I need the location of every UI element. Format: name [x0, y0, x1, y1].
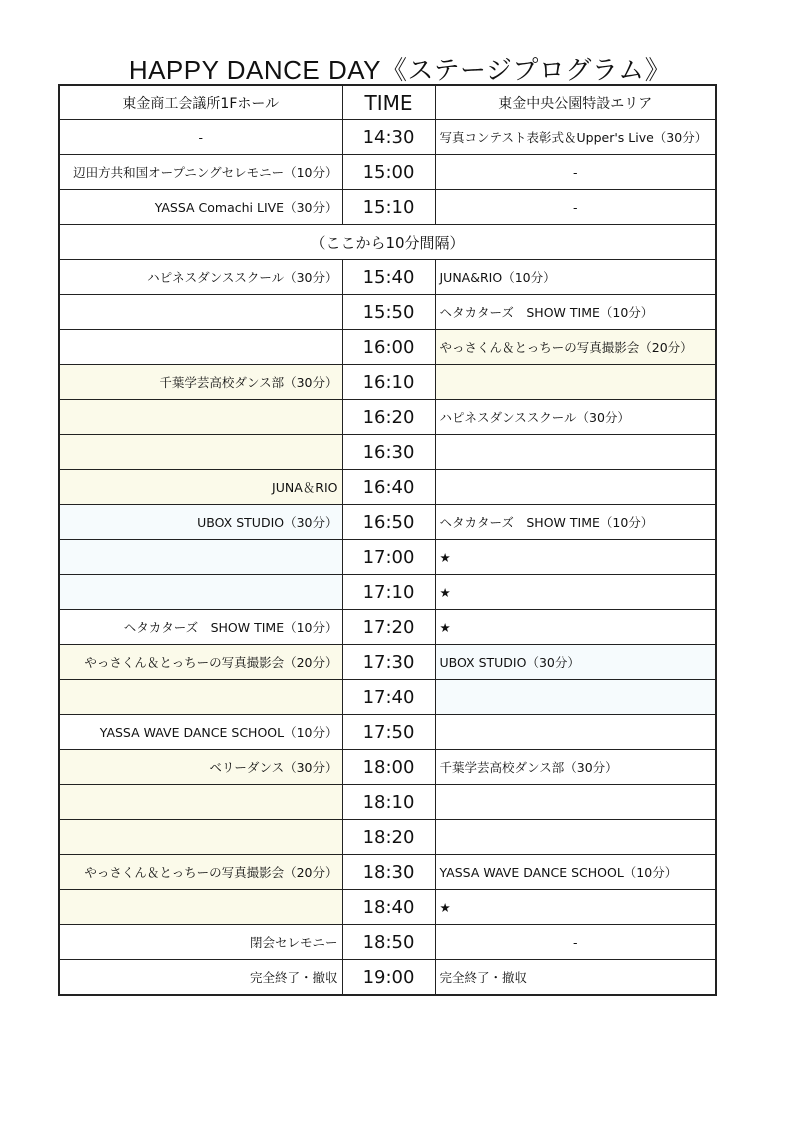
- schedule-row: [59, 400, 716, 435]
- left-venue-cell: -: [59, 120, 342, 155]
- interval-note: （ここから10分間隔）: [59, 225, 716, 260]
- time-cell: 18:10: [342, 785, 435, 820]
- right-venue-cell: -: [435, 155, 716, 190]
- schedule-row: [59, 540, 716, 575]
- schedule-row: [59, 925, 716, 960]
- schedule-row: [59, 855, 716, 890]
- right-venue-cell: 千葉学芸高校ダンス部（30分）: [435, 750, 716, 785]
- divider-section: [59, 225, 716, 260]
- left-venue-cell: やっさくん＆とっちーの写真撮影会（20分）: [59, 645, 342, 680]
- time-cell: 16:30: [342, 435, 435, 470]
- left-venue-cell: [59, 575, 342, 610]
- right-venue-cell: ヘタカターズ SHOW TIME（10分）: [435, 295, 716, 330]
- right-venue-cell: 写真コンテスト表彰式＆Upper's Live（30分）: [435, 120, 716, 155]
- time-cell: 17:40: [342, 680, 435, 715]
- right-venue-cell: [435, 470, 716, 505]
- right-venue-cell: ★: [435, 575, 716, 610]
- schedule-row: [59, 820, 716, 855]
- header-left-venue: 東金商工会議所1Fホール: [59, 85, 342, 120]
- schedule-row: [59, 365, 716, 400]
- left-venue-cell: [59, 400, 342, 435]
- time-cell: 17:30: [342, 645, 435, 680]
- header-time: TIME: [342, 85, 435, 120]
- left-venue-cell: ベリーダンス（30分）: [59, 750, 342, 785]
- time-cell: 14:30: [342, 120, 435, 155]
- right-venue-cell: [435, 785, 716, 820]
- stage-program-table: [58, 84, 717, 996]
- schedule-row: [59, 470, 716, 505]
- right-venue-cell: ハピネスダンススクール（30分）: [435, 400, 716, 435]
- time-cell: 19:00: [342, 960, 435, 996]
- right-venue-cell: [435, 715, 716, 750]
- schedule-row: [59, 295, 716, 330]
- time-cell: 16:50: [342, 505, 435, 540]
- schedule-row: [59, 960, 716, 996]
- left-venue-cell: [59, 540, 342, 575]
- schedule-row: [59, 330, 716, 365]
- right-venue-cell: [435, 365, 716, 400]
- left-venue-cell: [59, 890, 342, 925]
- left-venue-cell: 千葉学芸高校ダンス部（30分）: [59, 365, 342, 400]
- header-right-venue: 東金中央公園特設エリア: [435, 85, 716, 120]
- left-venue-cell: 閉会セレモニー: [59, 925, 342, 960]
- left-venue-cell: YASSA WAVE DANCE SCHOOL（10分）: [59, 715, 342, 750]
- left-venue-cell: [59, 330, 342, 365]
- schedule-row: [59, 155, 716, 190]
- left-venue-cell: [59, 785, 342, 820]
- time-cell: 17:50: [342, 715, 435, 750]
- right-venue-cell: YASSA WAVE DANCE SCHOOL（10分）: [435, 855, 716, 890]
- header-row: [59, 85, 716, 120]
- left-venue-cell: ハピネスダンススクール（30分）: [59, 260, 342, 295]
- schedule-row: [59, 610, 716, 645]
- schedule-row: [59, 505, 716, 540]
- schedule-row: [59, 575, 716, 610]
- time-cell: 17:00: [342, 540, 435, 575]
- left-venue-cell: [59, 820, 342, 855]
- time-cell: 17:20: [342, 610, 435, 645]
- time-cell: 16:20: [342, 400, 435, 435]
- left-venue-cell: 辺田方共和国オープニングセレモニー（10分）: [59, 155, 342, 190]
- right-venue-cell: -: [435, 190, 716, 225]
- left-venue-cell: YASSA Comachi LIVE（30分）: [59, 190, 342, 225]
- schedule-row: [59, 785, 716, 820]
- schedule-row: [59, 890, 716, 925]
- left-venue-cell: やっさくん＆とっちーの写真撮影会（20分）: [59, 855, 342, 890]
- schedule-rows-before: [59, 120, 716, 225]
- schedule-row: [59, 435, 716, 470]
- right-venue-cell: UBOX STUDIO（30分）: [435, 645, 716, 680]
- schedule-row: [59, 715, 716, 750]
- right-venue-cell: [435, 435, 716, 470]
- time-cell: 15:10: [342, 190, 435, 225]
- left-venue-cell: [59, 680, 342, 715]
- right-venue-cell: ヘタカターズ SHOW TIME（10分）: [435, 505, 716, 540]
- right-venue-cell: ★: [435, 540, 716, 575]
- left-venue-cell: [59, 435, 342, 470]
- time-cell: 16:40: [342, 470, 435, 505]
- time-cell: 18:40: [342, 890, 435, 925]
- time-cell: 18:30: [342, 855, 435, 890]
- time-cell: 15:00: [342, 155, 435, 190]
- time-cell: 18:50: [342, 925, 435, 960]
- right-venue-cell: ★: [435, 890, 716, 925]
- right-venue-cell: 完全終了・撤収: [435, 960, 716, 996]
- schedule-rows-after: [59, 260, 716, 996]
- schedule-row: [59, 750, 716, 785]
- left-venue-cell: JUNA＆RIO: [59, 470, 342, 505]
- left-venue-cell: ヘタカターズ SHOW TIME（10分）: [59, 610, 342, 645]
- right-venue-cell: ★: [435, 610, 716, 645]
- right-venue-cell: JUNA&RIO（10分）: [435, 260, 716, 295]
- right-venue-cell: -: [435, 925, 716, 960]
- time-cell: 15:50: [342, 295, 435, 330]
- right-venue-cell: [435, 680, 716, 715]
- left-venue-cell: [59, 295, 342, 330]
- left-venue-cell: 完全終了・撤収: [59, 960, 342, 996]
- time-cell: 18:20: [342, 820, 435, 855]
- page-title: HAPPY DANCE DAY《ステージプログラム》: [128, 55, 672, 85]
- left-venue-cell: UBOX STUDIO（30分）: [59, 505, 342, 540]
- time-cell: 18:00: [342, 750, 435, 785]
- right-venue-cell: [435, 820, 716, 855]
- schedule-row: [59, 190, 716, 225]
- schedule-row: [59, 120, 716, 155]
- time-cell: 16:10: [342, 365, 435, 400]
- schedule-row: [59, 680, 716, 715]
- interval-divider-row: [59, 225, 716, 260]
- schedule-row: [59, 260, 716, 295]
- schedule-row: [59, 645, 716, 680]
- time-cell: 17:10: [342, 575, 435, 610]
- right-venue-cell: やっさくん＆とっちーの写真撮影会（20分）: [435, 330, 716, 365]
- time-cell: 16:00: [342, 330, 435, 365]
- time-cell: 15:40: [342, 260, 435, 295]
